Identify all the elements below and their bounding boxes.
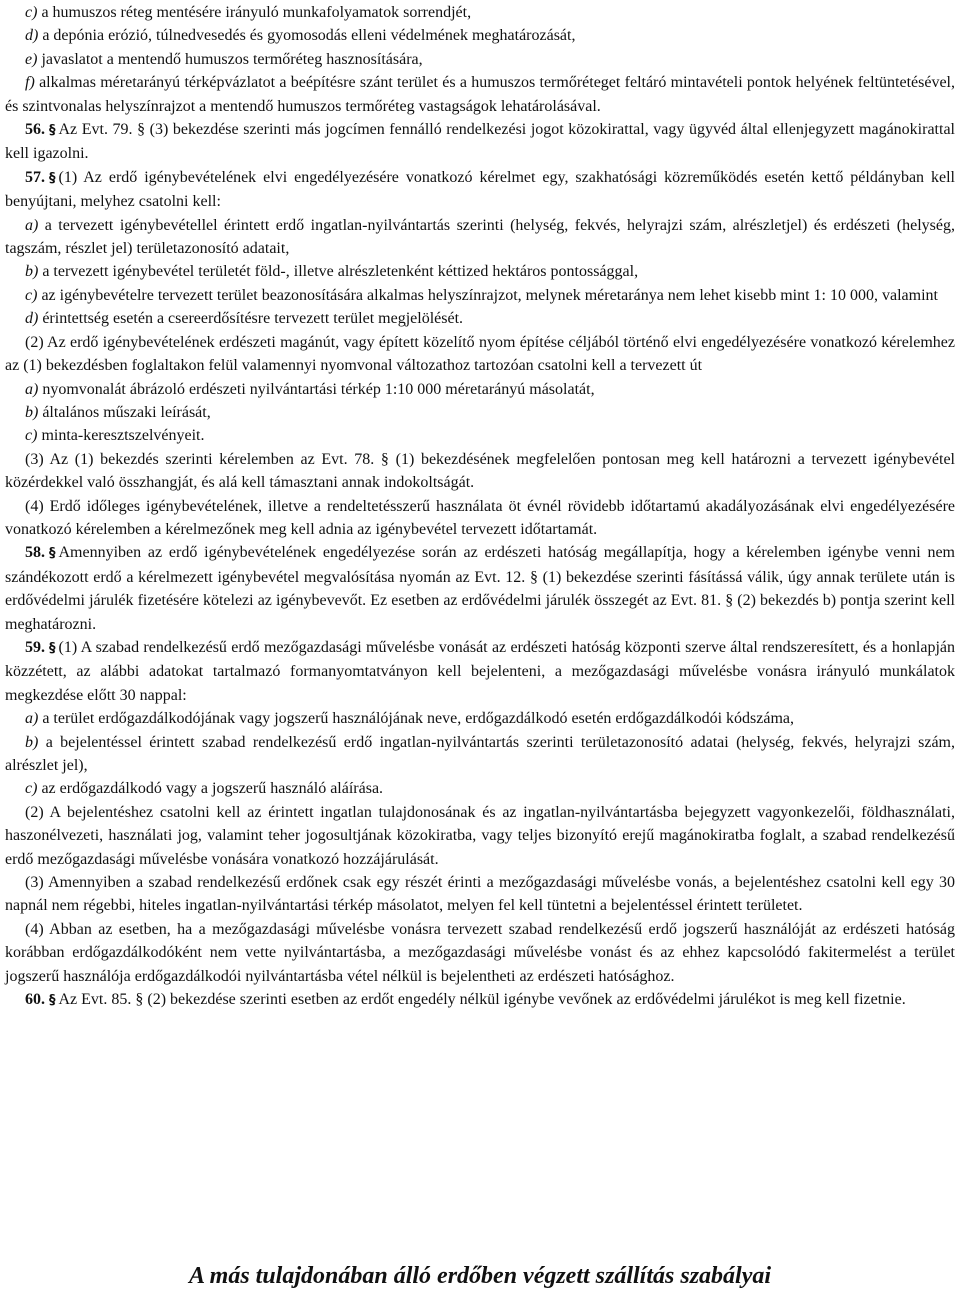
paragraph-sign-icon: § [49, 993, 56, 1009]
paragraph: (4) Erdő időleges igénybevételének, illetve a rendeltetésszerű használata öt évnél rövidebb időtartamú akadályozásának elvi engedélyezésére vonatkozó kérelemben a kérelmezőnek meg kell adnia az igénybevétel tervezett időtartamát. [5, 497, 955, 538]
section-number: 57. [25, 168, 45, 186]
list-item: d) a depónia erózió, túlnedvesedés és gyomosodás elleni védelmének meghatározását, [25, 27, 576, 45]
list-item: a) a terület erdőgazdálkodójának vagy jogszerű használójának neve, erdőgazdálkodó esetén erdőgazdálkodói kódszáma, [25, 710, 795, 728]
section-number: 60. [25, 991, 45, 1009]
section-59: 59. § (1) A szabad rendelkezésű erdő mezőgazdasági művelésbe vonását az erdészeti hatóság központi szerve által rendszeresített, és a honlapján közzétett, az alábbi adatokat tartalmazó formanyomtatványon kell bejelenteni, a mezőgazdasági művelésbe vonásra irányuló munkálatok megkezdése előtt 30 nappal: [5, 638, 955, 704]
paragraph: (2) A bejelentéshez csatolni kell az érintett ingatlan tulajdonosának és az ingatlan-nyilvántartásba bejegyzett vagyonkezelői, földhasználati, haszonélvezeti, használati jog, valamint teher jogosultjának közokiratba, vagy teljes bizonyító erejű magánokiratba foglalt, a szabad rendelkezésű erdő mezőgazdasági művelésbe vonására vonatkozó hozzájárulását. [5, 803, 955, 868]
document-body [5, 0, 955, 1012]
section-number: 58. [25, 544, 45, 562]
section-57: 57. § (1) Az erdő igénybevételének elvi engedélyezésére vonatkozó kérelmet egy, szakhatósági közreműködés esetén kettő példányban kell benyújtani, melyhez csatolni kell: [5, 168, 955, 211]
list-item: b) általános műszaki leírását, [25, 403, 211, 421]
list-item: b) a tervezett igénybevétel területét föld-, illetve alrészletenként kéttized hektáros pontossággal, [25, 263, 639, 281]
list-item: b) a bejelentéssel érintett szabad rendelkezésű erdő ingatlan-nyilvántartás szerinti területazonosító adatai (helység, fekvés, helyrajzi szám, alrészlet jel), [5, 733, 955, 774]
paragraph-sign-icon: § [49, 123, 56, 139]
list-item: a) nyomvonalát ábrázoló erdészeti nyilvántartási térkép 1:10 000 méretarányú másolatát, [25, 380, 595, 398]
list-item: c) minta-keresztszelvényeit. [25, 427, 205, 445]
list-item: e) javaslatot a mentendő humuszos termőréteg hasznosítására, [25, 50, 423, 68]
list-item: c) a humuszos réteg mentésére irányuló munkafolyamatok sorrendjét, [25, 4, 472, 21]
list-item: a) a tervezett igénybevétellel érintett erdő ingatlan-nyilvántartás szerinti (helység, fekvés, helyrajzi szám, alrészletjel) és erdészeti (helység, tagszám, részlet jel) területazonosító adatait, [5, 216, 955, 258]
list-item: d) érintettség esetén a csereerdősítésre tervezett terület megjelölését. [25, 310, 464, 328]
section-number: 56. [25, 121, 45, 139]
paragraph-sign-icon: § [49, 640, 56, 656]
list-item: f) alkalmas méretarányú térképvázlatot a beépítésre szánt terület és a humuszos termőréteget feltáró mintavételi pontok helyének feltüntetésével, és szintvonalas helyszínrajzot a mentendő humuszos termőréteg vastagságok lehatárolásával. [5, 74, 955, 115]
paragraph: (2) Az erdő igénybevételének erdészeti magánút, vagy épített közelítő nyom építése céljából történő elvi engedélyezésére vonatkozó kérelemhez az (1) bekezdésben foglaltakon felül valamennyi nyomvonal változathoz tartozóan csatolni kell a tervezett út [5, 333, 955, 375]
list-item: c) az igénybevételre tervezett terület beazonosítására alkalmas helyszínrajzot, melynek méretaránya nem lehet kisebb mint 1: 10 000, valamint [25, 286, 938, 304]
paragraph: (4) Abban az esetben, ha a mezőgazdasági művelésbe vonásra tervezett szabad rendelkezésű erdő jogszerű használóját az erdészeti hatóság korábban erdőgazdálkodóként nem vette nyilvántartásba, a mezőgazdasági művelésbe vonást és az ehhez kapcsolódó fakitermelést a terület jogszerű használója erdőgazdálkodói nyilvántartásba vétel nélkül is bejelentheti az erdészeti hatósághoz. [5, 920, 955, 985]
list-item: c) az erdőgazdálkodó vagy a jogszerű használó aláírása. [25, 780, 384, 798]
paragraph-sign-icon: § [49, 170, 56, 186]
paragraph: (3) Az (1) bekezdés szerinti kérelemben az Evt. 78. § (1) bekezdésének megfelelően pontosan meg kell határozni a tervezett igénybevétel közérdekkel való összhangját, és alá kell támasztani annak indokoltságát. [5, 450, 955, 492]
section-heading: A más tulajdonában álló erdőben végzett szállítás szabályai [188, 1263, 772, 1289]
section-number: 59. [25, 638, 45, 656]
section-58: 58. § Amennyiben az erdő igénybevételének engedélyezése során az erdészeti hatóság megállapítja, hogy a kérelemben igénybe venni nem szándékozott erdő a kérelmezett igénybevétel megvalósítása nyomán az Evt. 12. § (1) bekezdése szerinti fásítássá válik, úgy annak területe után is erdővédelmi járulék fizetésére kötelezi az igénybevevőt. Ez esetben az erdővédelmi járulék összegét az Evt. 81. § (2) bekezdés b) pontja szerint kell meghatározni. [5, 544, 955, 633]
paragraph: (3) Amennyiben a szabad rendelkezésű erdőnek csak egy részét érinti a mezőgazdasági művelésbe vonás, a bejelentéshez csatolni kell egy 30 napnál nem régebbi, hiteles ingatlan-nyilvántartási térkép másolatot, melyen fel kell tüntetni a bejelentéssel érintett területet. [5, 874, 955, 915]
section-60: 60. § Az Evt. 85. § (2) bekezdése szerinti esetben az erdőt engedély nélkül igénybe vevőnek az erdővédelmi járulékot is meg kell fizetnie. [25, 991, 906, 1009]
section-56: 56. § Az Evt. 79. § (3) bekezdése szerinti más jogcímen fennálló rendelkezési jogot közokirattal, vagy ügyvéd által ellenjegyzett magánokirattal kell igazolni. [5, 121, 955, 163]
paragraph-sign-icon: § [49, 546, 56, 562]
